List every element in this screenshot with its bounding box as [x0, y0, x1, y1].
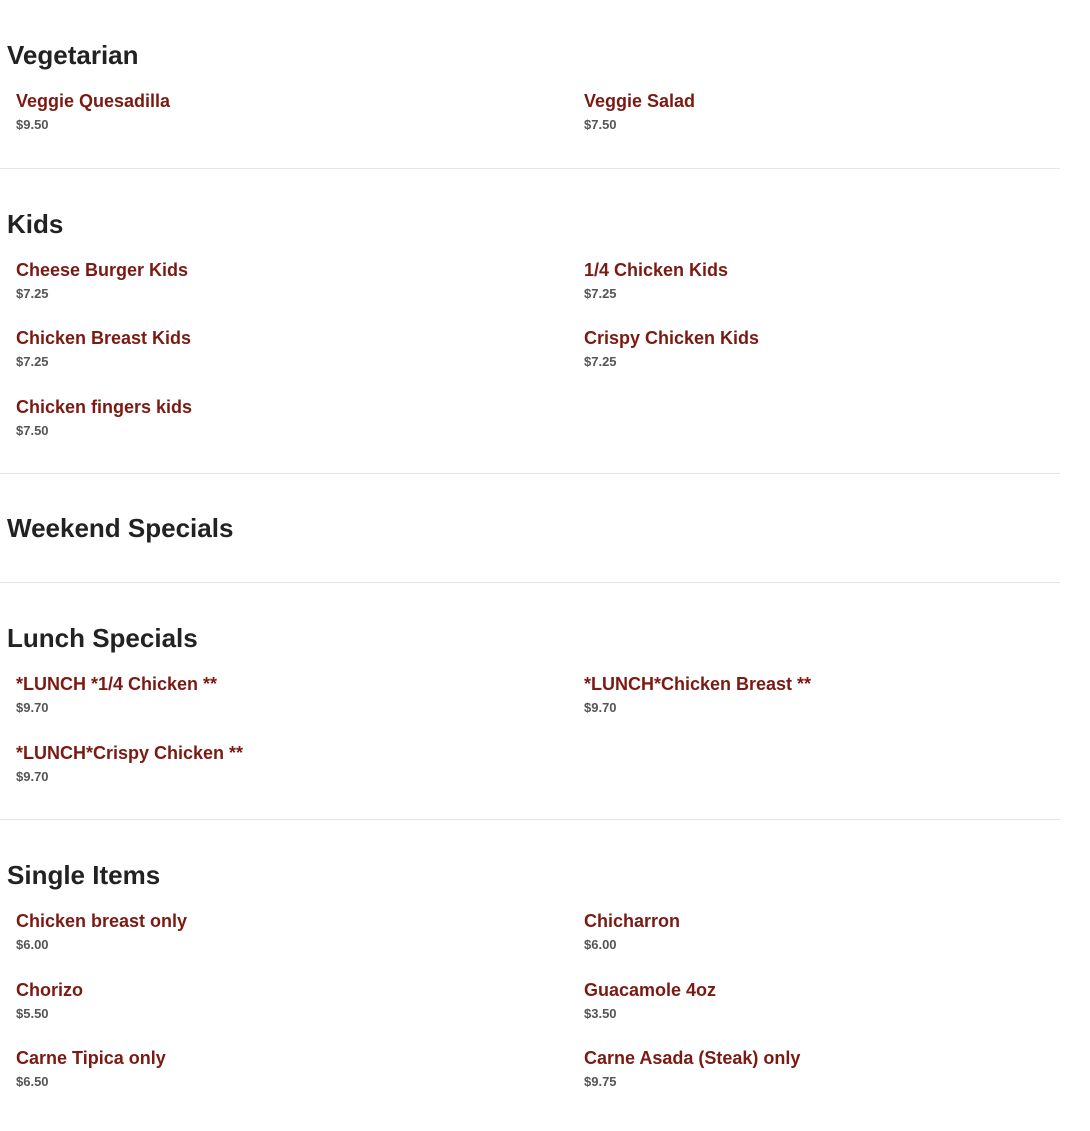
- item-price: $9.70: [16, 700, 49, 715]
- section-title: Kids: [7, 208, 64, 239]
- item-grid: [0, 239, 1060, 474]
- section-lunch-specials: [0, 583, 1060, 820]
- section-title: Vegetarian: [7, 40, 139, 70]
- section-title: Weekend Specials: [7, 513, 234, 543]
- item-name[interactable]: Chicharron: [584, 911, 681, 931]
- menu-item-chicken-fingers-kids[interactable]: [16, 391, 584, 460]
- item-price: $5.50: [16, 1005, 49, 1021]
- item-price: $7.25: [16, 285, 49, 301]
- item-name[interactable]: Chicken breast only: [16, 911, 188, 931]
- item-price: $6.00: [584, 937, 617, 952]
- section-kids: [0, 169, 1060, 475]
- section-single-items: [0, 820, 1060, 1125]
- item-name[interactable]: Crispy Chicken Kids: [584, 328, 760, 348]
- item-name[interactable]: Chicken fingers kids: [16, 396, 193, 417]
- item-name[interactable]: Veggie Quesadilla: [16, 91, 171, 111]
- menu-item-veggie-salad[interactable]: [584, 85, 1060, 154]
- item-name[interactable]: *LUNCH*Chicken Breast **: [584, 674, 812, 694]
- item-price: $7.50: [16, 422, 49, 438]
- item-name[interactable]: Carne Tipica only: [16, 1048, 166, 1068]
- item-price: $9.70: [584, 700, 617, 715]
- item-grid: [0, 890, 1060, 1125]
- item-price: $7.50: [584, 117, 617, 132]
- menu-item-guacamole-4oz[interactable]: [584, 974, 1060, 1043]
- menu-item-veggie-quesadilla[interactable]: [16, 85, 584, 154]
- item-name[interactable]: Cheese Burger Kids: [16, 259, 189, 280]
- section-vegetarian: [0, 0, 1060, 169]
- item-grid: [0, 653, 1060, 819]
- item-name[interactable]: *LUNCH*Crispy Chicken **: [16, 742, 244, 763]
- item-name[interactable]: *LUNCH *1/4 Chicken **: [16, 674, 218, 694]
- item-name[interactable]: Chorizo: [16, 979, 83, 1000]
- item-price: $3.50: [584, 1005, 617, 1021]
- section-title: Lunch Specials: [7, 623, 198, 653]
- menu-item-carne-tipica-only[interactable]: [16, 1042, 584, 1111]
- menu-item-chorizo[interactable]: [16, 974, 584, 1043]
- item-grid: [0, 70, 1060, 168]
- section-title: Single Items: [7, 860, 161, 890]
- item-price: $7.25: [584, 354, 617, 369]
- menu-item-lunch-quarter-chicken[interactable]: [16, 668, 584, 737]
- item-price: $6.00: [16, 937, 49, 952]
- item-price: $7.25: [16, 354, 49, 369]
- menu-item-crispy-chicken-kids[interactable]: [584, 322, 1060, 391]
- item-price: $7.25: [584, 285, 617, 301]
- section-weekend-specials: [0, 474, 1060, 583]
- menu-item-lunch-crispy-chicken[interactable]: [16, 737, 584, 806]
- item-price: $9.75: [584, 1074, 617, 1089]
- item-name[interactable]: Guacamole 4oz: [584, 979, 717, 1000]
- item-name[interactable]: 1/4 Chicken Kids: [584, 259, 729, 280]
- menu-item-quarter-chicken-kids[interactable]: [584, 254, 1060, 323]
- item-price: $9.50: [16, 117, 49, 132]
- menu-item-cheese-burger-kids[interactable]: [16, 254, 584, 323]
- item-price: $9.70: [16, 768, 49, 784]
- item-price: $6.50: [16, 1074, 49, 1089]
- item-name[interactable]: Chicken Breast Kids: [16, 328, 192, 348]
- menu-item-chicken-breast-kids[interactable]: [16, 322, 584, 391]
- item-name[interactable]: Veggie Salad: [584, 91, 696, 111]
- menu-item-lunch-chicken-breast[interactable]: [584, 668, 1060, 737]
- menu-item-chicken-breast-only[interactable]: [16, 905, 584, 974]
- item-name[interactable]: Carne Asada (Steak) only: [584, 1048, 801, 1068]
- menu-item-carne-asada-only[interactable]: [584, 1042, 1060, 1111]
- menu-item-chicharron[interactable]: [584, 905, 1060, 974]
